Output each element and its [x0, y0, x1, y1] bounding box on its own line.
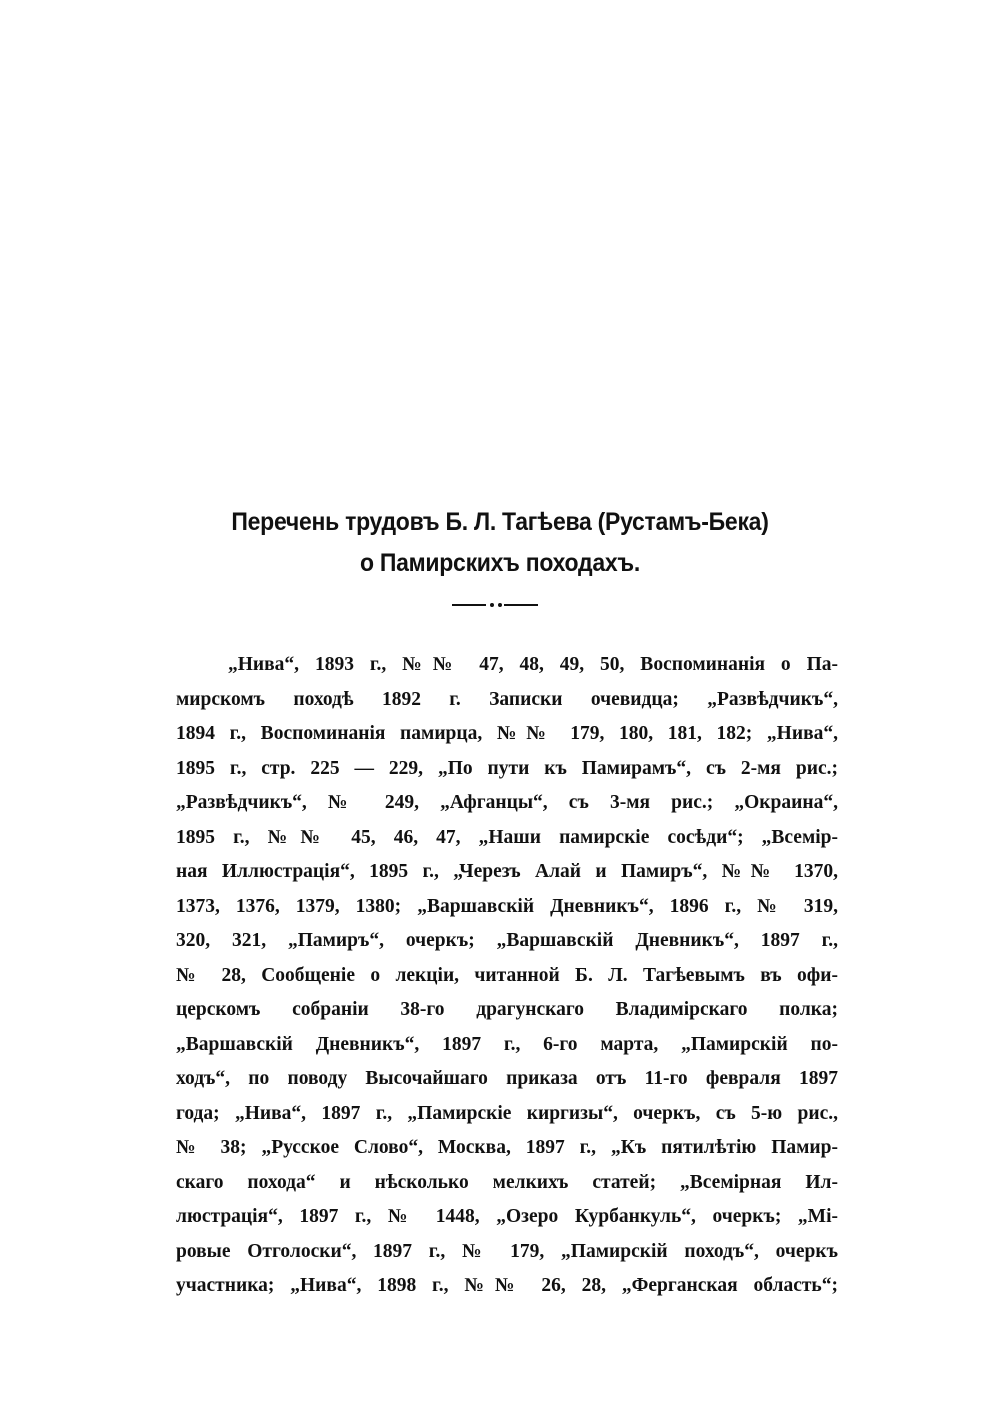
body-line [176, 1097, 838, 1132]
body-line-text: „Нива“, 1893 г., №№ 47, 48, 49, 50, Воспоминанія о Па- [228, 654, 838, 675]
body-line [176, 924, 838, 959]
body-line [176, 1200, 838, 1235]
body-line-text: ходъ“, по поводу Высочайшаго приказа отъ 11-го февраля 1897 [176, 1068, 838, 1089]
body-line-text: „Развѣдчикъ“, № 249, „Афганцы“, съ 3-мя рис.; „Окраина“, [176, 792, 838, 813]
ornamental-divider [452, 602, 538, 608]
body-line [176, 1235, 838, 1270]
body-line-text: 320, 321, „Памиръ“, очеркъ; „Варшавскій Дневникъ“, 1897 г., [176, 930, 838, 951]
body-line-text: 1895 г., стр. 225 — 229, „По пути къ Памирамъ“, съ 2-мя рис.; [176, 757, 838, 779]
body-line-text: скаго похода“ и нѣсколько мелкихъ статей; „Всемірная Ил- [176, 1171, 838, 1193]
body-line-text: участника; „Нива“, 1898 г., №№ 26, 28, „Ферганская область“; [176, 1275, 838, 1296]
body-line-text: 1895 г., №№ 45, 46, 47, „Наши памирскіе сосѣди“; „Всемір- [176, 826, 838, 848]
body-line-text: 1373, 1376, 1379, 1380; „Варшавскій Дневникъ“, 1896 г., № 319, [176, 895, 838, 917]
body-line [176, 1131, 838, 1166]
body-line-text: „Варшавскій Дневникъ“, 1897 г., 6-го марта, „Памирскій по- [176, 1033, 838, 1055]
body-line [176, 648, 838, 683]
body-line [176, 1028, 838, 1063]
body-line [176, 855, 838, 890]
body-line [176, 993, 838, 1028]
body-line-text: церскомъ собраніи 38-го драгунскаго Владимірскаго полка; [176, 999, 838, 1020]
body-line-text: № 28, Сообщеніе о лекціи, читанной Б. Л. Тагѣевымъ въ офи- [176, 964, 838, 986]
body-line [176, 890, 838, 925]
document-body [176, 648, 838, 1304]
body-line-text: № 38; „Русское Слово“, Москва, 1897 г., „Къ пятилѣтію Памир- [176, 1137, 838, 1158]
document-title-line-1: Перечень трудовъ Б. Л. Тагѣева (Рустамъ-Бека) [231, 508, 769, 536]
body-line [176, 752, 838, 787]
body-line-text: 1894 г., Воспоминанія памирца, №№ 179, 180, 181, 182; „Нива“, [176, 723, 838, 744]
body-line [176, 1166, 838, 1201]
body-line-text: ная Иллюстрація“, 1895 г., „Черезъ Алай и Памиръ“, №№ 1370, [176, 861, 838, 882]
body-line-text: ровые Отголоски“, 1897 г., № 179, „Памирскій походъ“, очеркъ [176, 1240, 838, 1262]
body-line [176, 683, 838, 718]
body-line [176, 1269, 838, 1304]
body-line [176, 959, 838, 994]
body-line [176, 786, 838, 821]
body-line [176, 821, 838, 856]
body-line [176, 717, 838, 752]
body-line [176, 1062, 838, 1097]
body-line-text: люстрація“, 1897 г., № 1448, „Озеро Курбанкуль“, очеркъ; „Мі- [176, 1206, 838, 1227]
body-line-text: мирскомъ походѣ 1892 г. Записки очевидца; „Развѣдчикъ“, [176, 688, 838, 710]
body-line-text: года; „Нива“, 1897 г., „Памирскіе киргизы“, очеркъ, съ 5-ю рис., [176, 1102, 838, 1124]
document-title-line-2: о Памирскихъ походахъ. [360, 549, 640, 577]
